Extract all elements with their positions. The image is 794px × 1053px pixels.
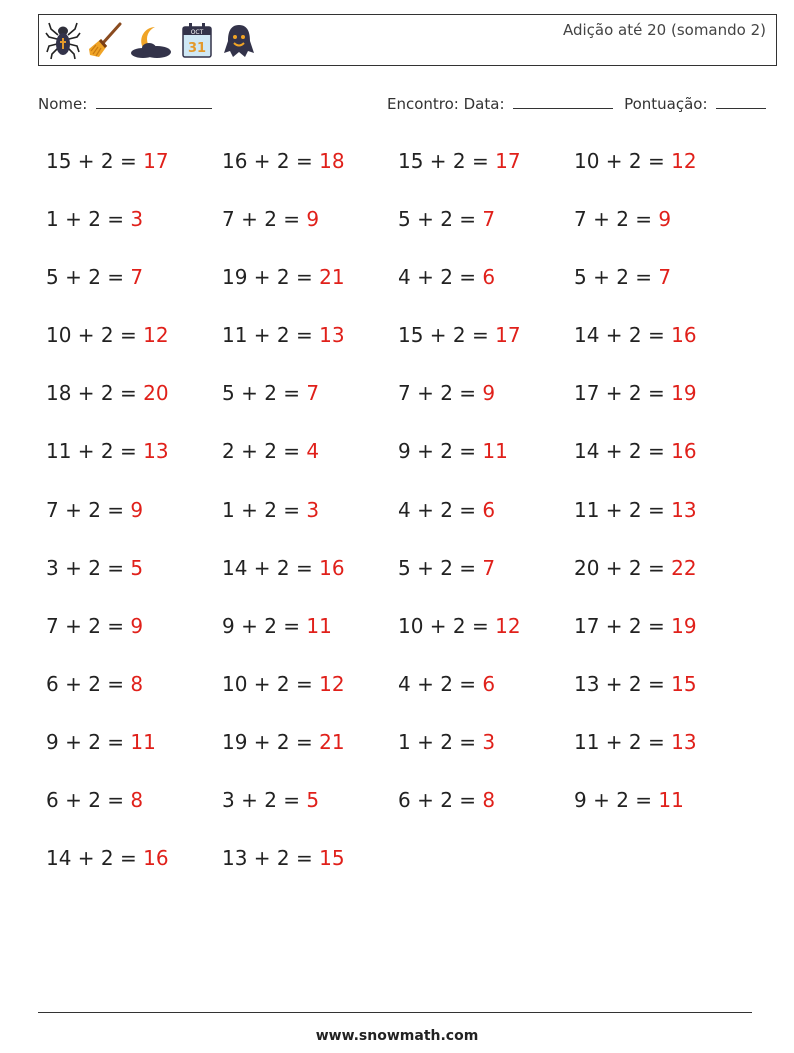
problem-item (574, 140, 750, 198)
problem-item (398, 372, 574, 430)
date-blank (513, 94, 613, 109)
problem-question: 1 + 2 = (222, 497, 307, 522)
problem-answer: 12 (319, 671, 345, 696)
problem-item (398, 256, 574, 314)
problem-question: 10 + 2 = (46, 323, 144, 348)
problem-answer: 19 (671, 613, 697, 638)
problem-question: 14 + 2 = (574, 439, 672, 464)
problem-item (222, 314, 398, 372)
problem-item (46, 837, 222, 895)
problem-item (222, 256, 398, 314)
problem-item (46, 372, 222, 430)
problem-question: 17 + 2 = (574, 613, 672, 638)
problem-question: 3 + 2 = (222, 788, 307, 813)
svg-text:31: 31 (187, 41, 207, 56)
problem-answer: 7 (658, 265, 672, 290)
problem-item (222, 605, 398, 663)
problem-question: 10 + 2 = (574, 149, 672, 173)
problem-question: 9 + 2 = (398, 439, 483, 464)
problem-item (398, 489, 574, 547)
problem-question: 6 + 2 = (46, 671, 131, 696)
problem-answer: 16 (319, 555, 345, 580)
problem-question: 3 + 2 = (46, 555, 131, 580)
problem-item (222, 779, 398, 837)
problem-question: 6 + 2 = (398, 788, 483, 813)
problem-answer: 13 (671, 729, 697, 754)
problem-question: 13 + 2 = (574, 671, 672, 696)
problem-item (398, 663, 574, 721)
problem-item (222, 663, 398, 721)
problem-question: 11 + 2 = (46, 439, 144, 464)
problem-answer: 7 (482, 555, 496, 580)
problem-item (222, 198, 398, 256)
problem-answer: 11 (130, 729, 156, 754)
score-label: Pontuação: (624, 95, 708, 113)
problem-item (46, 779, 222, 837)
problem-item (222, 140, 398, 198)
problem-answer: 13 (319, 323, 345, 348)
footer-url: www.snowmath.com (315, 1028, 479, 1044)
problem-item (46, 605, 222, 663)
problem-question: 9 + 2 = (222, 613, 307, 638)
problem-item (46, 547, 222, 605)
problem-question: 19 + 2 = (222, 729, 320, 754)
problem-answer: 7 (130, 265, 144, 290)
problem-question: 9 + 2 = (574, 788, 659, 813)
problem-answer: 7 (306, 381, 320, 406)
problem-item (222, 837, 398, 895)
problem-answer: 19 (671, 381, 697, 406)
problem-answer: 7 (482, 207, 496, 232)
problem-item (574, 430, 750, 488)
problem-item (222, 489, 398, 547)
problem-answer: 8 (130, 671, 144, 696)
problem-item (574, 489, 750, 547)
problem-answer: 15 (319, 846, 345, 871)
problem-item (46, 314, 222, 372)
problem-answer: 9 (306, 207, 320, 232)
problem-answer: 15 (671, 671, 697, 696)
problem-answer: 21 (319, 729, 345, 754)
problem-answer: 17 (495, 149, 521, 173)
problem-answer: 16 (671, 439, 697, 464)
problem-question: 10 + 2 = (398, 613, 496, 638)
problem-answer: 9 (482, 381, 496, 406)
ghost-icon (221, 21, 257, 61)
icon-strip (45, 21, 257, 61)
problem-question: 15 + 2 = (398, 149, 496, 173)
problem-item (222, 547, 398, 605)
svg-text:OCT: OCT (190, 29, 204, 36)
problem-item (398, 140, 574, 198)
problem-answer: 8 (482, 788, 496, 813)
problem-item (46, 256, 222, 314)
problem-question: 4 + 2 = (398, 265, 483, 290)
problem-answer: 18 (319, 149, 345, 173)
problem-question: 7 + 2 = (222, 207, 307, 232)
problem-answer: 20 (143, 381, 169, 406)
problem-item (398, 779, 574, 837)
meeting-score-field (387, 94, 766, 113)
problem-question: 11 + 2 = (574, 729, 672, 754)
problem-item (398, 721, 574, 779)
problem-answer: 11 (306, 613, 332, 638)
problem-item (574, 779, 750, 837)
problem-question: 7 + 2 = (46, 497, 131, 522)
name-label: Nome: (38, 95, 88, 113)
problem-item (574, 314, 750, 372)
problem-item (46, 430, 222, 488)
problem-item (574, 256, 750, 314)
problem-item (46, 140, 222, 198)
problem-item (574, 372, 750, 430)
problem-item (222, 430, 398, 488)
problem-answer: 4 (306, 439, 320, 464)
problem-question: 5 + 2 = (46, 265, 131, 290)
problem-question: 7 + 2 = (46, 613, 131, 638)
problem-item (574, 547, 750, 605)
problem-question: 14 + 2 = (222, 555, 320, 580)
problem-item (46, 721, 222, 779)
problem-answer: 21 (319, 265, 345, 290)
problem-item (222, 721, 398, 779)
problem-item (398, 605, 574, 663)
problem-item (574, 663, 750, 721)
problem-question: 5 + 2 = (398, 555, 483, 580)
problem-answer: 17 (143, 149, 169, 173)
moon-cloud-icon (129, 21, 173, 61)
problem-question: 7 + 2 = (398, 381, 483, 406)
problem-question: 14 + 2 = (46, 846, 144, 871)
problem-item (46, 489, 222, 547)
problem-item (46, 663, 222, 721)
problem-answer: 3 (130, 207, 144, 232)
problem-answer: 12 (495, 613, 521, 638)
problem-item (574, 721, 750, 779)
calendar-oct-31-icon (179, 21, 215, 61)
problem-item (398, 547, 574, 605)
problem-item (574, 605, 750, 663)
problem-answer: 11 (482, 439, 508, 464)
problem-answer: 9 (658, 207, 672, 232)
problem-item (398, 430, 574, 488)
problem-question: 17 + 2 = (574, 381, 672, 406)
problem-question: 13 + 2 = (222, 846, 320, 871)
problem-question: 1 + 2 = (46, 207, 131, 232)
problem-question: 2 + 2 = (222, 439, 307, 464)
problem-question: 15 + 2 = (398, 323, 496, 348)
problem-question: 16 + 2 = (222, 149, 320, 173)
problem-answer: 6 (482, 671, 496, 696)
footer-divider (38, 1012, 752, 1013)
problem-answer: 5 (306, 788, 320, 813)
meeting-date-label: Encontro: Data: (387, 95, 505, 113)
problem-question: 5 + 2 = (398, 207, 483, 232)
problem-question: 18 + 2 = (46, 381, 144, 406)
problem-answer: 22 (671, 555, 697, 580)
problem-item (398, 198, 574, 256)
header-box (38, 14, 777, 66)
name-field (38, 94, 212, 113)
problem-answer: 16 (671, 323, 697, 348)
problem-question: 9 + 2 = (46, 729, 131, 754)
problem-answer: 6 (482, 497, 496, 522)
problem-question: 19 + 2 = (222, 265, 320, 290)
problem-answer: 12 (671, 149, 697, 173)
score-blank (716, 94, 766, 109)
problem-question: 20 + 2 = (574, 555, 672, 580)
problem-answer: 9 (130, 497, 144, 522)
problem-question: 15 + 2 = (46, 149, 144, 173)
problem-answer: 16 (143, 846, 169, 871)
problem-question: 10 + 2 = (222, 671, 320, 696)
problem-question: 11 + 2 = (222, 323, 320, 348)
problem-grid (46, 140, 750, 895)
problem-question: 4 + 2 = (398, 497, 483, 522)
problem-question: 4 + 2 = (398, 671, 483, 696)
problem-question: 11 + 2 = (574, 497, 672, 522)
problem-answer: 3 (482, 729, 496, 754)
problem-answer: 17 (495, 323, 521, 348)
worksheet-title: Adição até 20 (somando 2) (562, 21, 766, 39)
problem-answer: 5 (130, 555, 144, 580)
spider-icon (45, 21, 81, 61)
problem-question: 6 + 2 = (46, 788, 131, 813)
name-blank (96, 94, 212, 109)
problem-question: 5 + 2 = (574, 265, 659, 290)
problem-item (398, 314, 574, 372)
problem-question: 5 + 2 = (222, 381, 307, 406)
broom-icon (87, 21, 123, 61)
problem-answer: 6 (482, 265, 496, 290)
problem-answer: 12 (143, 323, 169, 348)
problem-question: 7 + 2 = (574, 207, 659, 232)
problem-answer: 3 (306, 497, 320, 522)
problem-item (574, 198, 750, 256)
problem-answer: 13 (671, 497, 697, 522)
problem-answer: 8 (130, 788, 144, 813)
problem-answer: 11 (658, 788, 684, 813)
problem-answer: 13 (143, 439, 169, 464)
problem-question: 14 + 2 = (574, 323, 672, 348)
problem-item (222, 372, 398, 430)
problem-answer: 9 (130, 613, 144, 638)
problem-item (46, 198, 222, 256)
problem-question: 1 + 2 = (398, 729, 483, 754)
